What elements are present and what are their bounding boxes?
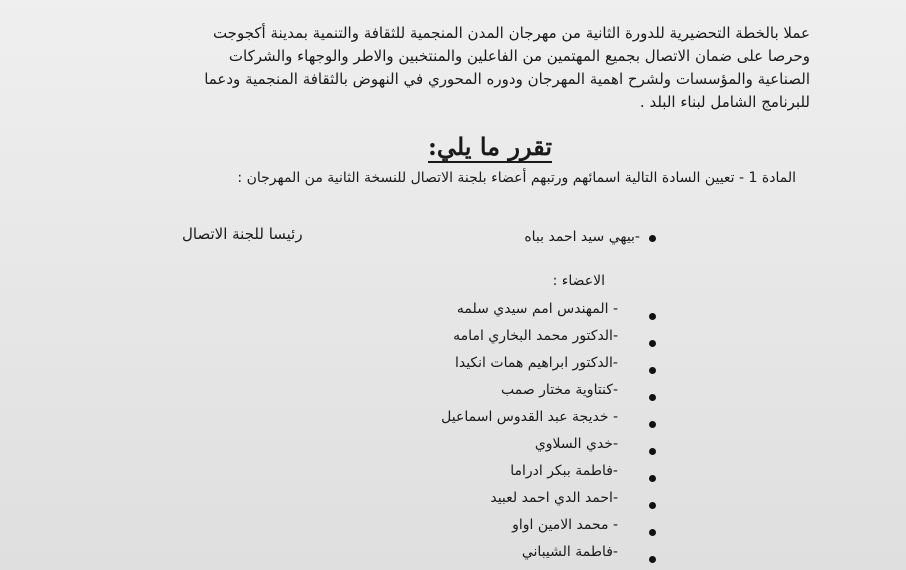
bullet-icon [649, 340, 656, 347]
chair-name: -بيهي سيد احمد بباه [524, 229, 640, 245]
bullet-icon [649, 502, 656, 509]
bullet-icon [649, 421, 656, 428]
bullet-icon [649, 313, 656, 320]
member-item: - المهندس امم سيدي سلمه [456, 301, 618, 317]
bullet-icon [649, 448, 656, 455]
bullet-icon [649, 367, 656, 374]
bullet-icon [649, 556, 656, 563]
chair-role: رئيسا للجنة الاتصال [182, 225, 303, 243]
bullet-icon [649, 475, 656, 482]
member-item: - خديجة عبد القدوس اسماعيل [441, 409, 618, 425]
member-item: -فاطمة الشيباني [521, 544, 618, 560]
member-item: -فاطمة ببكر ادراما [510, 463, 618, 479]
intro-line: للبرنامج الشامل لبناء البلد . [639, 93, 810, 111]
member-item: -الدكتور محمد البخاري امامه [453, 328, 618, 344]
bullet-icon [649, 529, 656, 536]
member-item: - محمد الامين اواو [512, 517, 618, 533]
decision-heading: تقرر ما يلي: [427, 132, 553, 161]
member-item: -خدي السلاوي [534, 436, 618, 452]
decision-heading-wrap [0, 132, 906, 161]
member-item: -احمد الدي احمد لعبيد [490, 490, 618, 506]
intro-line: عملا بالخطة التحضيرية للدورة الثانية من مهرجان المدن المنجمية للثقافة والتنمية بمدينة أكجوجت [212, 24, 810, 42]
bullet-icon [649, 235, 656, 242]
member-item: -الدكتور ابراهيم همات انكيدا [454, 355, 618, 371]
intro-paragraph [110, 22, 810, 114]
members-title: الاعضاء : [552, 273, 605, 289]
intro-line: وحرصا على ضمان الاتصال بجميع المهتمين من الفاعلين والمنتخبين والاطر والوجهاء والشركات [228, 47, 810, 65]
article-1-text: المادة 1 - تعيين السادة التالية اسمائهم ورتبهم أعضاء بلجنة الاتصال للنسخة الثانية من المهرجان : [237, 170, 796, 186]
intro-line: الصناعية والمؤسسات ولشرح اهمية المهرجان ودوره المحوري في النهوض بالثقافة المنجمية ودعما [204, 70, 810, 88]
member-item: -كنتاوية مختار صمب [500, 382, 618, 398]
bullet-icon [649, 394, 656, 401]
